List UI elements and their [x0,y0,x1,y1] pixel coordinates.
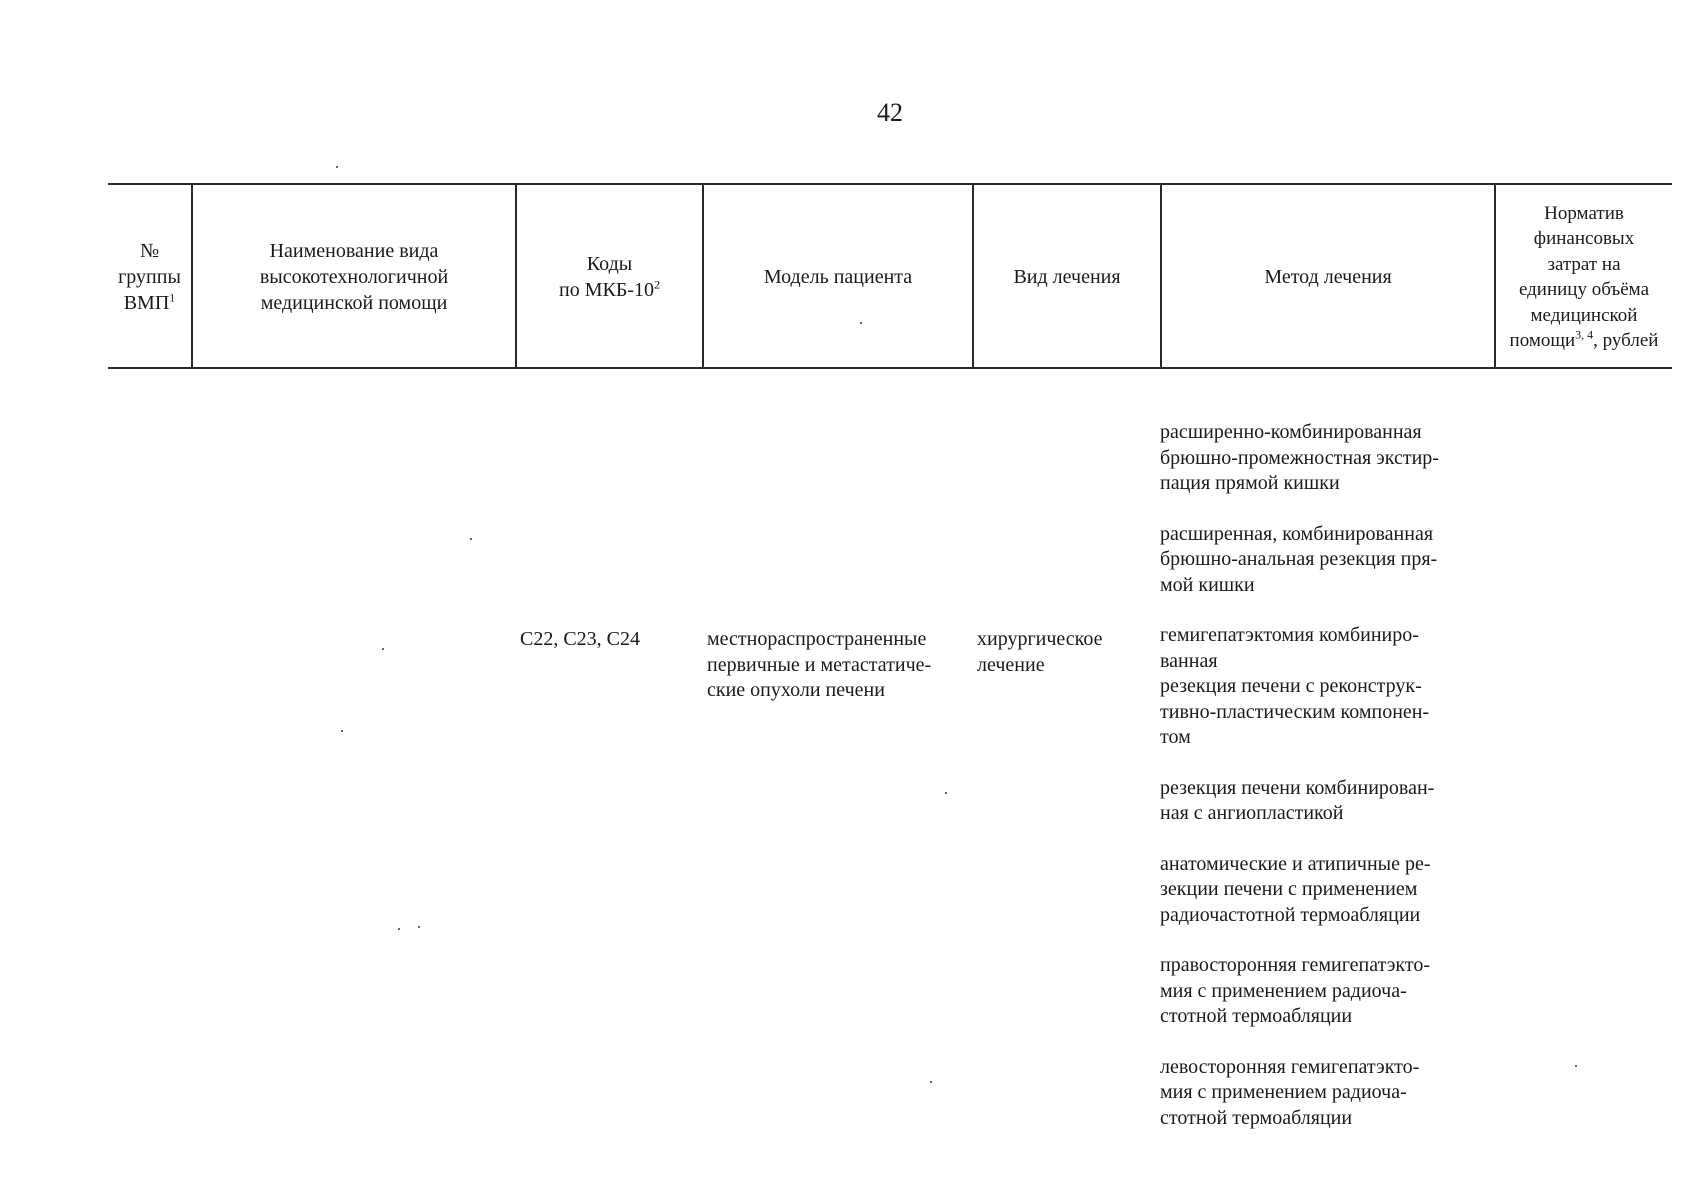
page-number: 42 [877,98,903,127]
row-patient-model: местнораспространенные первичные и метастатиче- ские опухоли печени [707,628,932,701]
row-treatment-type: хирургическое лечение [977,628,1103,676]
method-item: анатомические и атипичные ре- зекции печени с применением радиочастотной термоабляции [1160,852,1431,926]
header-treatment-type: Вид лечения [1013,266,1121,288]
method-item: левосторонняя гемигепатэкто- мия с применением радиоча- стотной термоабляции [1160,1055,1420,1129]
method-item: резекция печени с реконструк- тивно-пластическим компонен- том [1160,675,1430,748]
scan-speck [860,322,862,324]
scan-speck [1575,1065,1577,1067]
scan-speck [382,648,384,650]
header-group-number: № группы ВМП$^1$ [118,240,181,314]
method-item: гемигепатэктомия комбиниро- ванная [1160,624,1419,672]
method-item: расширенно-комбинированная брюшно-промежностная экстир- пация прямой кишки [1160,421,1439,494]
header-treatment-method: Метод лечения [1264,266,1392,288]
scan-speck [945,792,947,794]
header-cost-norm: Норматив финансовых затрат на единицу объёма медицинской помощи$^{3, 4}$, рублей [1509,202,1659,351]
scan-speck [470,538,472,540]
header-care-type-name: Наименование вида высокотехнологичной медицинской помощи [259,240,449,314]
scan-speck [418,926,420,928]
table-top-rule [108,183,1672,185]
scan-speck [341,730,343,732]
scan-speck [930,1081,932,1083]
method-item: правосторонняя гемигепатэкто- мия с применением радиоча- стотной термоабляции [1160,954,1431,1027]
treatment-methods-list [1160,420,1480,1156]
scan-speck [336,166,338,168]
header-patient-model: Модель пациента [763,266,913,288]
method-item: расширенная, комбинированная брюшно-анальная резекция пря- мой кишки [1160,522,1438,596]
scan-speck [398,928,400,930]
method-item: резекция печени комбинирован- ная с ангиопластикой [1160,776,1435,824]
header-icd-codes: Коды по МКБ-$10^2$ [559,253,660,301]
row-icd-codes: C22, C23, C24 [520,628,641,650]
